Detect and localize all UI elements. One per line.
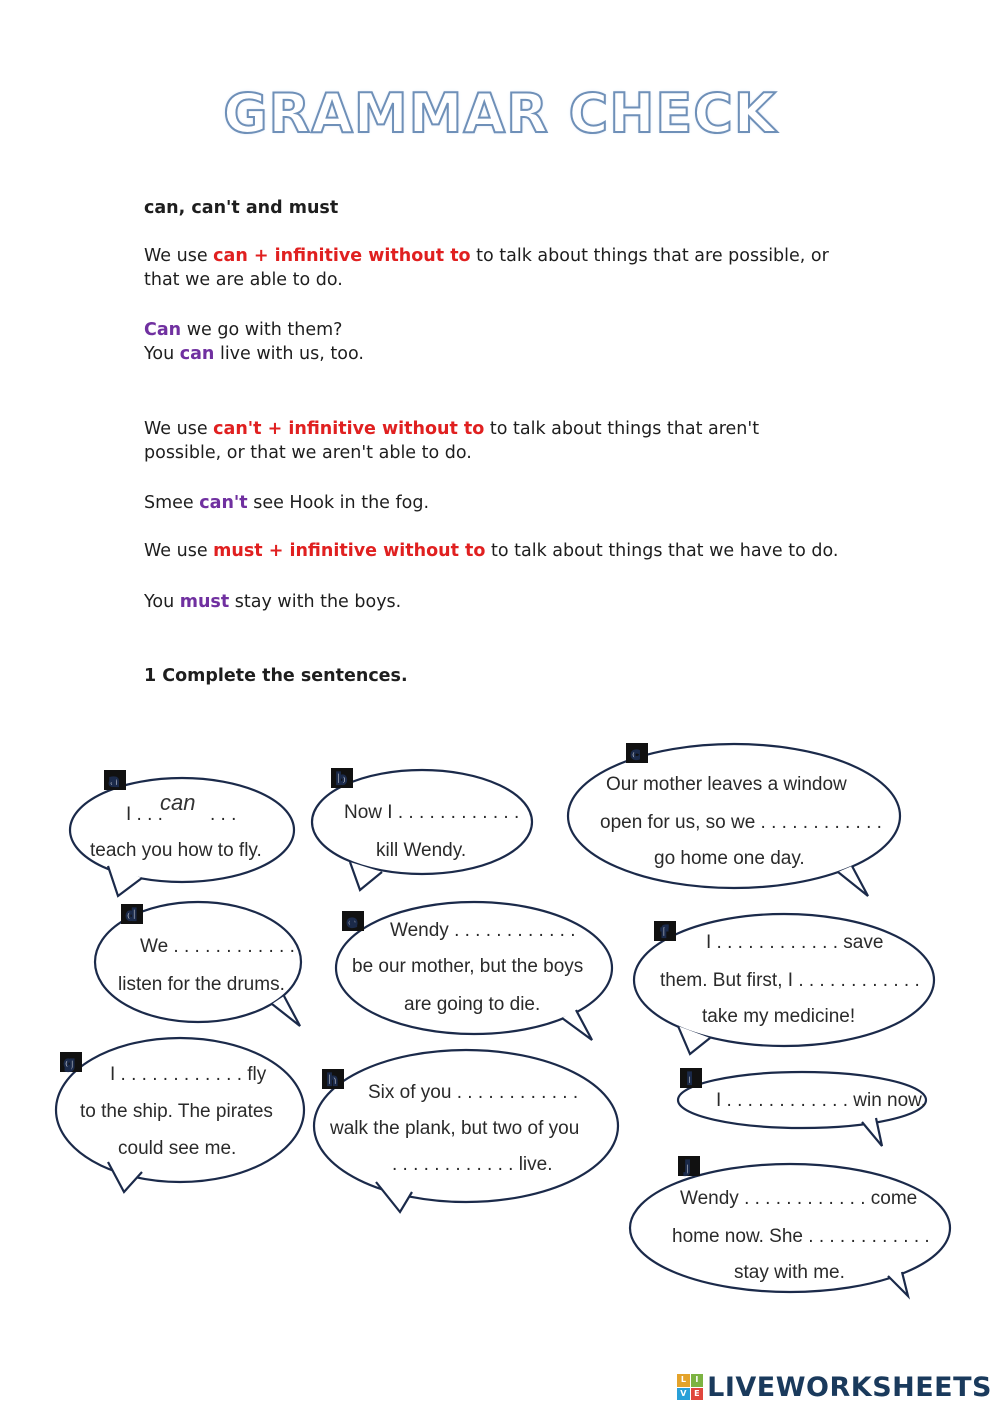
- bubble-e: [336, 902, 612, 1040]
- bubble-f: [634, 914, 934, 1054]
- label-c: c: [631, 745, 640, 763]
- page-title: GRAMMAR CHECK: [223, 82, 777, 145]
- label-i: i: [687, 1070, 693, 1088]
- bubble-c: [568, 743, 900, 896]
- bubble-e-line3: are going to die.: [404, 994, 541, 1015]
- footer-brand: [677, 1367, 992, 1407]
- exercise-heading: 1 Complete the sentences.: [144, 666, 408, 686]
- bubble-i: [678, 1068, 926, 1146]
- example-can-1: Can we go with them?: [144, 320, 343, 340]
- bubble-c-line3: go home one day.: [654, 848, 805, 869]
- bubble-e-line1: Wendy . . . . . . . . . . . .: [390, 920, 576, 941]
- bubble-i-line1: I . . . . . . . . . . . . win now.: [716, 1090, 927, 1111]
- bubble-j: [630, 1156, 950, 1296]
- label-f: f: [661, 923, 668, 941]
- bubble-d-line1: We . . . . . . . . . . . .: [140, 936, 295, 957]
- label-h: h: [327, 1071, 338, 1089]
- bubble-g-line2: to the ship. The pirates: [80, 1101, 273, 1122]
- bubble-f-line3: take my medicine!: [702, 1006, 856, 1027]
- rule-must: We use must + infinitive without to to talk about things that we have to do.: [144, 541, 839, 561]
- bubble-d: [95, 902, 301, 1026]
- bubble-a: [70, 770, 294, 896]
- bubble-h-line1: Six of you . . . . . . . . . . . .: [368, 1082, 579, 1103]
- brand-name: LIVEWORKSHEETS: [707, 1371, 992, 1403]
- bubble-h-line3: . . . . . . . . . . . . live.: [392, 1154, 553, 1175]
- label-d: d: [126, 906, 137, 924]
- rule-cant: We use can't + infinitive without to to talk about things that aren't possible, or that we aren't able to do.: [144, 419, 760, 463]
- bubble-f-line2: them. But first, I . . . . . . . . . . . .: [660, 970, 920, 991]
- section-subheading: can, can't and must: [144, 198, 339, 218]
- bubble-b-line2: kill Wendy.: [376, 840, 467, 861]
- bubble-e-line2: be our mother, but the boys: [352, 956, 584, 977]
- bubble-a-line1b: . . .: [210, 804, 237, 825]
- label-e: e: [347, 913, 358, 931]
- label-a: a: [109, 772, 120, 790]
- bubble-b-line1: Now I . . . . . . . . . . . .: [344, 802, 520, 823]
- label-g: g: [64, 1054, 75, 1072]
- rule-can: We use can + infinitive without to to talk about things that are possible, or that we are able to do.: [144, 246, 829, 290]
- bubble-g: [56, 1038, 304, 1192]
- bubble-j-line3: stay with me.: [734, 1262, 845, 1283]
- bubble-a-line2: teach you how to fly.: [90, 840, 262, 861]
- example-cant: Smee can't see Hook in the fog.: [144, 493, 430, 513]
- bubble-g-line1: I . . . . . . . . . . . . fly: [110, 1064, 267, 1085]
- bubble-c-line1: Our mother leaves a window: [606, 774, 847, 795]
- bubble-h-line2: walk the plank, but two of you: [330, 1118, 580, 1139]
- bubble-h: [314, 1050, 618, 1212]
- label-b: b: [336, 770, 347, 788]
- label-j: j: [685, 1158, 691, 1176]
- example-must: You must stay with the boys.: [144, 592, 402, 612]
- answer-a: can: [160, 790, 196, 815]
- liveworksheets-logo-icon: L I V E: [677, 1374, 703, 1400]
- bubble-b: [312, 768, 532, 890]
- bubble-g-line3: could see me.: [118, 1138, 237, 1159]
- bubble-c-line2: open for us, so we . . . . . . . . . . . .: [600, 812, 882, 833]
- bubble-j-line1: Wendy . . . . . . . . . . . . come: [680, 1188, 918, 1209]
- bubble-a-line1: I . . .: [126, 804, 163, 825]
- example-can-2: You can live with us, too.: [144, 344, 364, 364]
- bubble-j-line2: home now. She . . . . . . . . . . . .: [672, 1226, 930, 1247]
- bubble-d-line2: listen for the drums.: [118, 974, 285, 995]
- bubble-f-line1: I . . . . . . . . . . . . save: [706, 932, 884, 953]
